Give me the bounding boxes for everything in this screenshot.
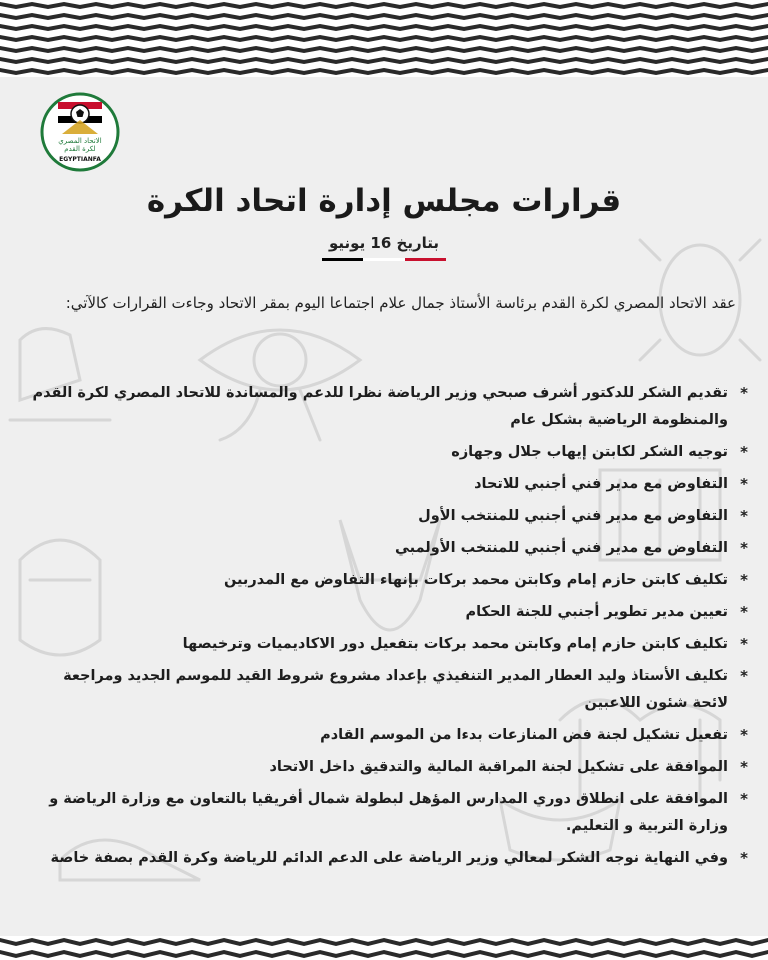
decision-text: التفاوض مع مدير فني أجنبي للاتحاد: [474, 476, 728, 492]
bullet-star-icon: *: [740, 849, 748, 867]
flag-underline: [322, 258, 446, 261]
decision-text: وفي النهاية نوجه الشكر لمعالي وزير الرياضة على الدعم الدائم للرياضة وكرة القدم بصفة خاصة: [50, 850, 728, 866]
decision-item: [24, 631, 748, 658]
decisions-list: [24, 380, 748, 877]
decision-item: [24, 786, 748, 840]
decision-text: تعيين مدير تطوير أجنبي للجنة الحكام: [465, 604, 728, 620]
bullet-star-icon: *: [740, 539, 748, 557]
bullet-star-icon: *: [740, 667, 748, 685]
bullet-star-icon: *: [740, 758, 748, 776]
decision-text: الموافقة على تشكيل لجنة المراقبة المالية والتدقيق داخل الاتحاد: [269, 759, 728, 775]
decision-item: [24, 535, 748, 562]
decision-item: [24, 663, 748, 717]
logo-text-line3: EGYPTIANFA: [59, 156, 101, 163]
bullet-star-icon: *: [740, 384, 748, 402]
page-title: قرارات مجلس إدارة اتحاد الكرة: [146, 183, 622, 219]
bullet-star-icon: *: [740, 571, 748, 589]
decision-item: [24, 503, 748, 530]
decision-item: [24, 845, 748, 872]
bullet-star-icon: *: [740, 603, 748, 621]
decision-item: [24, 599, 748, 626]
decision-item: [24, 471, 748, 498]
intro-paragraph: عقد الاتحاد المصري لكرة القدم برئاسة الأستاذ جمال علام اجتماعا اليوم بمقر الاتحاد وجاءت القرارات كالآتي:: [65, 294, 736, 312]
decision-item: [24, 722, 748, 749]
decision-item: [24, 754, 748, 781]
decision-text: الموافقة على انطلاق دوري المدارس المؤهل لبطولة شمال أفريقيا بالتعاون مع وزارة الرياضة و وزارة التربية و التعليم.: [49, 791, 728, 834]
bullet-star-icon: *: [740, 475, 748, 493]
logo-text-line1: الاتحاد المصري: [58, 137, 102, 145]
decision-text: تكليف الأستاذ وليد العطار المدير التنفيذي بإعداد مشروع شروط القيد للموسم الجديد ومراجعة لائحة شئون اللاعبين: [63, 668, 728, 711]
decision-text: تقديم الشكر للدكتور أشرف صبحي وزير الرياضة نظرا للدعم والمساندة للاتحاد المصري لكرة القدم والمنظومة الرياضية بشكل عام: [32, 385, 728, 428]
bullet-star-icon: *: [740, 790, 748, 808]
bullet-star-icon: *: [740, 507, 748, 525]
bullet-star-icon: *: [740, 726, 748, 744]
zigzag-footer-pattern: [0, 936, 768, 960]
decision-item: [24, 439, 748, 466]
decision-text: تكليف كابتن حازم إمام وكابتن محمد بركات بإنهاء التفاوض مع المدربين: [223, 572, 728, 588]
egyptian-fa-logo: [40, 92, 120, 172]
bullet-star-icon: *: [740, 443, 748, 461]
zigzag-header-pattern: [0, 0, 768, 78]
decision-date: بتاريخ 16 يونيو: [329, 234, 439, 252]
decision-item: [24, 380, 748, 434]
decision-text: تفعيل تشكيل لجنة فض المنازعات بدءا من الموسم القادم: [320, 727, 728, 743]
decision-text: التفاوض مع مدير فني أجنبي للمنتخب الأول: [418, 508, 728, 524]
logo-text-line2: لكرة القدم: [64, 145, 96, 153]
decision-text: التفاوض مع مدير فني أجنبي للمنتخب الأولمبي: [395, 540, 728, 556]
bullet-star-icon: *: [740, 635, 748, 653]
decision-text: توجيه الشكر لكابتن إيهاب جلال وجهازه: [451, 444, 728, 460]
decision-text: تكليف كابتن حازم إمام وكابتن محمد بركات بتفعيل دور الاكاديميات وترخيصها: [182, 636, 728, 652]
decision-item: [24, 567, 748, 594]
